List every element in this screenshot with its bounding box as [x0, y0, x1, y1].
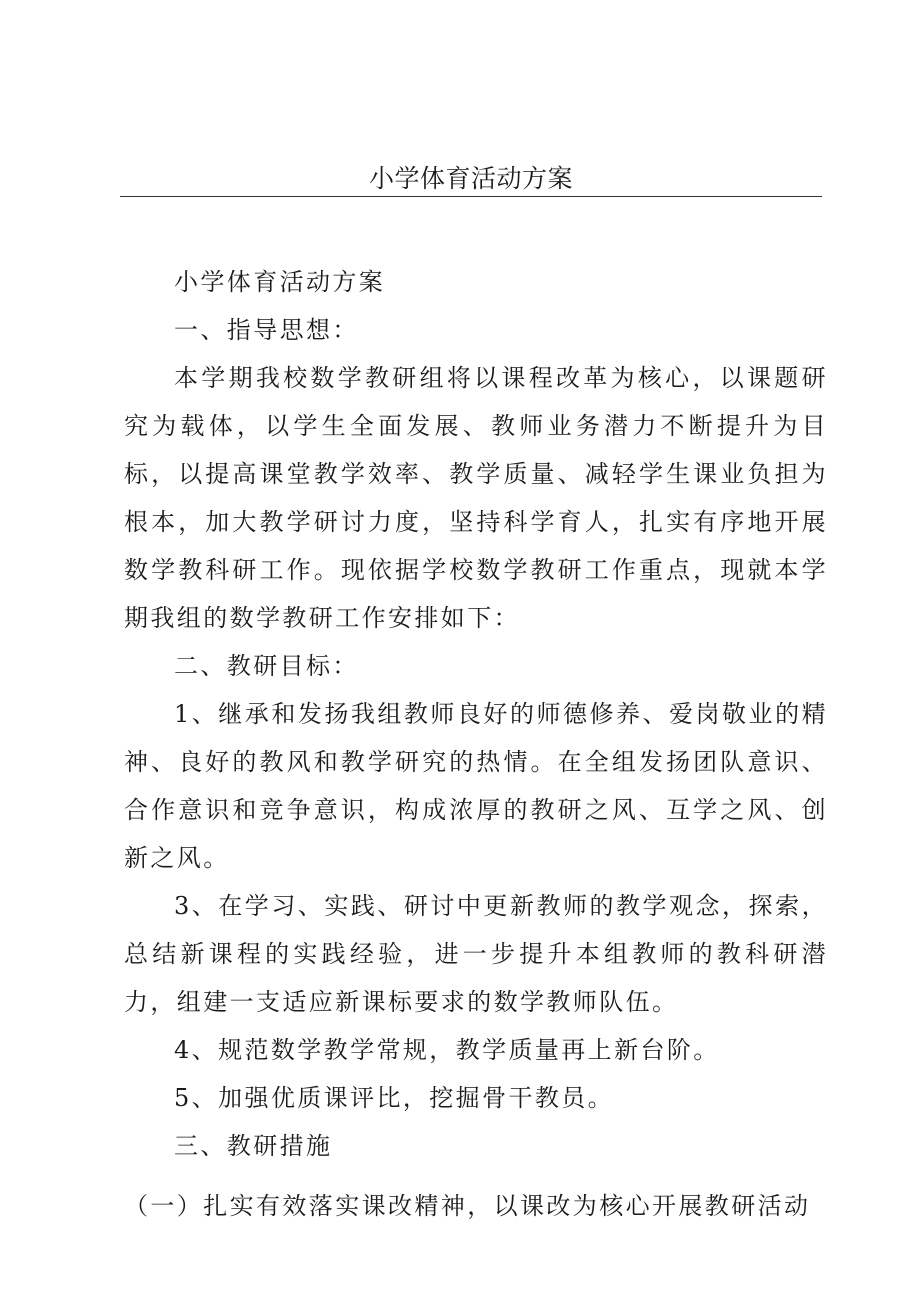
goal-item-4: 4、规范数学教学常规，教学质量再上新台阶。	[174, 1036, 720, 1064]
section-heading-guiding-ideology: 一、指导思想：	[174, 316, 359, 344]
document-title: 小学体育活动方案	[174, 268, 386, 296]
section-heading-research-measures: 三、教研措施	[174, 1132, 333, 1160]
subsection-heading-1: （一）扎实有效落实课改精神，以课改为核心开展教研活动	[124, 1192, 811, 1220]
page-title: 小学体育活动方案	[368, 164, 573, 193]
goal-item-1: 1、继承和发扬我组教师良好的师德修养、爱岗敬业的精神、良好的教风和教学研究的热情。在全组发扬团队意识、合作意识和竞争意识，构成浓厚的教研之风、互学之风、创新之风。	[124, 700, 828, 872]
document-body	[124, 258, 828, 1230]
paragraph-guiding-ideology: 本学期我校数学教研组将以课程改革为核心，以课题研究为载体，以学生全面发展、教师业务潜力不断提升为目标，以提高课堂教学效率、教学质量、减轻学生课业负担为根本，加大教学研讨力度，坚持科学育人，扎实有序地开展数学教科研工作。现依据学校数学教研工作重点，现就本学期我组的数学教研工作安排如下：	[124, 364, 828, 632]
section-heading-research-goals: 二、教研目标：	[174, 652, 359, 680]
goal-item-5: 5、加强优质课评比，挖掘骨干教员。	[174, 1084, 615, 1112]
page-header	[120, 160, 822, 197]
goal-item-3: 3、在学习、实践、研讨中更新教师的教学观念，探索，总结新课程的实践经验，进一步提升本组教师的教科研潜力，组建一支适应新课标要求的数学教师队伍。	[124, 892, 828, 1016]
